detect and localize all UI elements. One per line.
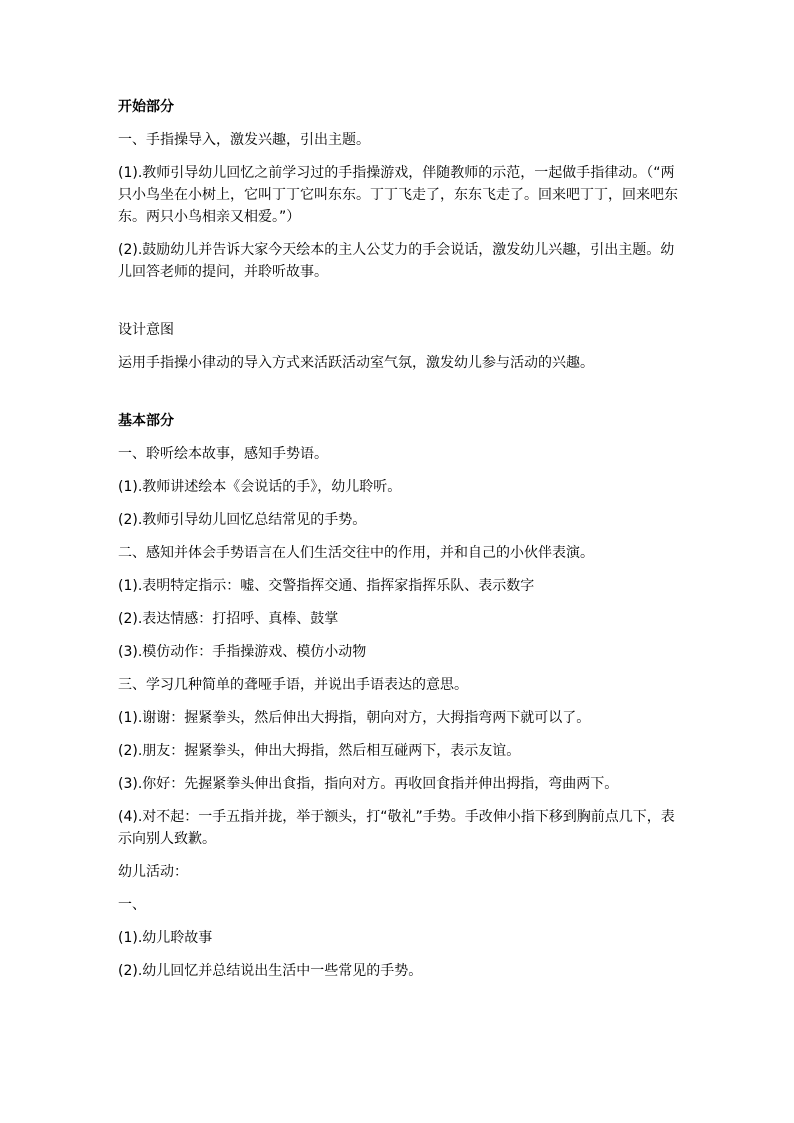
paragraph: (1).幼儿聆故事 [118, 930, 213, 946]
paragraph: (3).模仿动作：手指操游戏、模仿小动物 [118, 644, 367, 660]
paragraph: (3).你好：先握紧拳头伸出食指，指向对方。再收回食指并伸出拇指，弯曲两下。 [118, 776, 619, 792]
paragraph: 三、学习几种简单的聋哑手语，并说出手语表达的意思。 [118, 677, 468, 693]
spacer [118, 294, 678, 319]
design-intent-text: 运用手指操小律动的导入方式来活跃活动室气氛，激发幼儿参与活动的兴趣。 [118, 355, 594, 371]
section-heading-basic: 基本部分 [118, 413, 174, 429]
paragraph: (1).教师引导幼儿回忆之前学习过的手指操游戏，伴随教师的示范，一起做手指律动。（“两只小鸟坐在小树上，它叫丁丁它叫东东。丁丁飞走了，东东飞走了。回来吧丁丁，回来吧东东。两只小鸟相亲又相爱。”） [118, 165, 678, 225]
paragraph: 幼儿活动： [118, 864, 188, 880]
section-heading-start: 开始部分 [118, 99, 174, 115]
document-page [118, 96, 678, 993]
design-intent-title: 设计意图 [118, 322, 174, 338]
paragraph: (4).对不起：一手五指并拢，举于额头，打“敬礼”手势。手改伸小指下移到胸前点几下，表示向别人致歉。 [118, 809, 675, 847]
paragraph: (1).谢谢：握紧拳头，然后伸出大拇指，朝向对方，大拇指弯两下就可以了。 [118, 710, 591, 726]
paragraph: (1).教师讲述绘本《会说话的手》，幼儿聆听。 [118, 479, 402, 495]
paragraph: 一、手指操导入，激发兴趣，引出主题。 [118, 132, 370, 148]
paragraph: (2).幼儿回忆并总结说出生活中一些常见的手势。 [118, 963, 423, 979]
paragraph: (2).朋友：握紧拳头，伸出大拇指，然后相互碰两下，表示友谊。 [118, 743, 521, 759]
spacer [118, 385, 678, 410]
paragraph: 一、 [118, 897, 146, 913]
paragraph: 二、感知并体会手势语言在人们生活交往中的作用，并和自己的小伙伴表演。 [118, 545, 594, 561]
paragraph: 一、聆听绘本故事，感知手势语。 [118, 446, 328, 462]
paragraph: (1).表明特定指示：嘘、交警指挥交通、指挥家指挥乐队、表示数字 [118, 578, 535, 594]
paragraph: (2).教师引导幼儿回忆总结常见的手势。 [118, 512, 367, 528]
paragraph: (2).表达情感：打招呼、真棒、鼓掌 [118, 611, 339, 627]
paragraph: (2).鼓励幼儿并告诉大家今天绘本的主人公艾力的手会说话，激发幼儿兴趣，引出主题。幼儿回答老师的提问，并聆听故事。 [118, 242, 675, 280]
